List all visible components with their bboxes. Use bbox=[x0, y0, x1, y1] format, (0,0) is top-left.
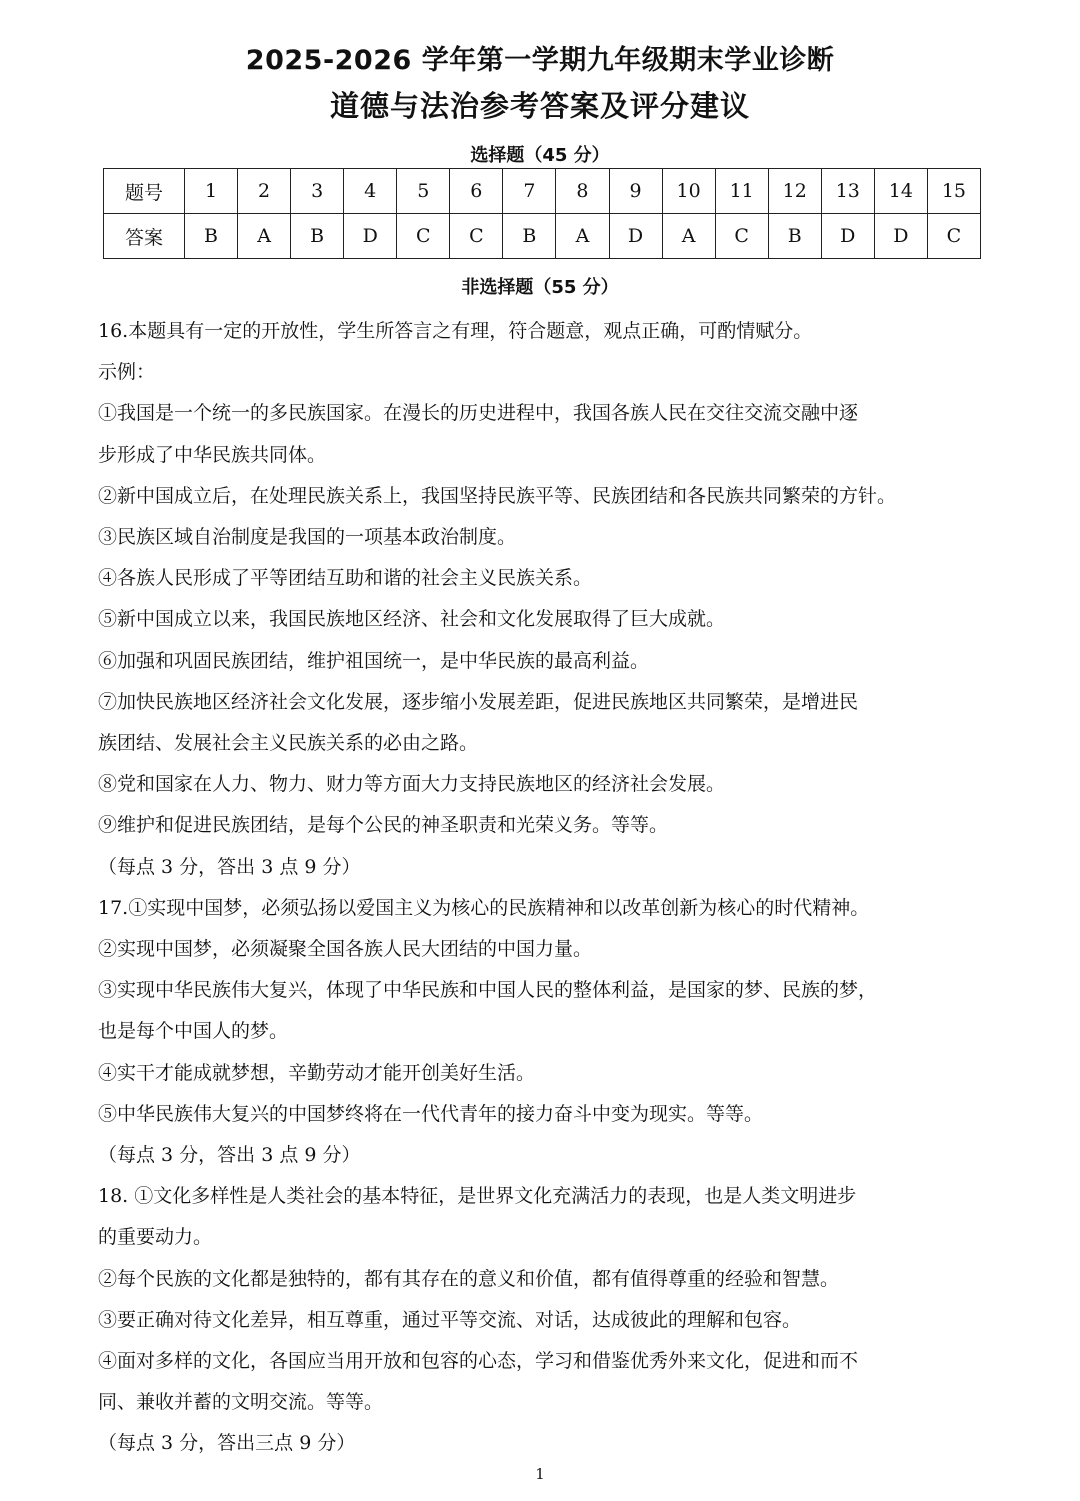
question-number-cell: 9 bbox=[609, 169, 662, 214]
text-line: 也是每个中国人的梦。 bbox=[98, 1020, 289, 1043]
question-number-cell: 15 bbox=[927, 169, 980, 214]
text-line: ④面对多样的文化，各国应当用开放和包容的心态，学习和借鉴优秀外来文化，促进和而不 bbox=[98, 1350, 859, 1373]
answer-cell: C bbox=[927, 214, 980, 259]
answer-cell: A bbox=[556, 214, 609, 259]
text-line: ⑨维护和促进民族团结，是每个公民的神圣职责和光荣义务。等等。 bbox=[98, 814, 669, 837]
text-line: （每点 3 分，答出三点 9 分） bbox=[98, 1432, 356, 1455]
text-line: ②新中国成立后，在处理民族关系上，我国坚持民族平等、民族团结和各民族共同繁荣的方针。 bbox=[98, 484, 897, 507]
answer-content bbox=[98, 311, 968, 1465]
answer-cell: D bbox=[874, 214, 927, 259]
answer-cell: A bbox=[662, 214, 715, 259]
text-line: 同、兼收并蓄的文明交流。等等。 bbox=[98, 1391, 384, 1414]
text-line: 16.本题具有一定的开放性，学生所答言之有理，符合题意，观点正确，可酌情赋分。 bbox=[98, 320, 813, 342]
question-number-cell: 8 bbox=[556, 169, 609, 214]
question-number-cell: 5 bbox=[397, 169, 450, 214]
table-header-cell: 答案 bbox=[104, 214, 185, 259]
answer-cell: C bbox=[450, 214, 503, 259]
text-line: ③要正确对待文化差异，相互尊重，通过平等交流、对话，达成彼此的理解和包容。 bbox=[98, 1308, 802, 1331]
question-number-cell: 14 bbox=[874, 169, 927, 214]
section-heading-multiple-choice: 选择题（45 分） bbox=[470, 145, 610, 166]
question-number-cell: 10 bbox=[662, 169, 715, 214]
question-number-row bbox=[104, 169, 981, 214]
answer-cell: B bbox=[768, 214, 821, 259]
question-number-cell: 4 bbox=[344, 169, 397, 214]
answer-cell: B bbox=[503, 214, 556, 259]
question-number-cell: 2 bbox=[238, 169, 291, 214]
answer-cell: B bbox=[291, 214, 344, 259]
document-title-line2: 道德与法治参考答案及评分建议 bbox=[329, 89, 750, 123]
answer-cell: C bbox=[715, 214, 768, 259]
answer-cell: D bbox=[821, 214, 874, 259]
text-line: 的重要动力。 bbox=[98, 1226, 213, 1249]
document-title-line1: 2025-2026 学年第一学期九年级期末学业诊断 bbox=[245, 45, 835, 76]
question-number-cell: 7 bbox=[503, 169, 556, 214]
text-line: 17.①实现中国梦，必须弘扬以爱国主义为核心的民族精神和以改革创新为核心的时代精神。 bbox=[98, 896, 870, 919]
section-heading-non-choice: 非选择题（55 分） bbox=[461, 277, 619, 298]
question-number-cell: 1 bbox=[185, 169, 238, 214]
text-line: ⑧党和国家在人力、物力、财力等方面大力支持民族地区的经济社会发展。 bbox=[98, 773, 726, 796]
text-line: ④实干才能成就梦想，辛勤劳动才能开创美好生活。 bbox=[98, 1061, 536, 1084]
text-line: 族团结、发展社会主义民族关系的必由之路。 bbox=[98, 732, 479, 755]
question-number-cell: 13 bbox=[821, 169, 874, 214]
answer-cell: B bbox=[185, 214, 238, 259]
text-line: ⑥加强和巩固民族团结，维护祖国统一，是中华民族的最高利益。 bbox=[98, 649, 650, 672]
question-number-cell: 11 bbox=[715, 169, 768, 214]
text-line: （每点 3 分，答出 3 点 9 分） bbox=[98, 1144, 361, 1167]
text-line: ②每个民族的文化都是独特的，都有其存在的意义和价值，都有值得尊重的经验和智慧。 bbox=[98, 1267, 840, 1290]
text-line: ⑦加快民族地区经济社会文化发展，逐步缩小发展差距，促进民族地区共同繁荣，是增进民 bbox=[98, 690, 859, 713]
question-number-cell: 3 bbox=[291, 169, 344, 214]
question-number-cell: 6 bbox=[450, 169, 503, 214]
text-line: （每点 3 分，答出 3 点 9 分） bbox=[98, 855, 361, 878]
text-line: 18. ①文化多样性是人类社会的基本特征，是世界文化充满活力的表现，也是人类文明进步 bbox=[98, 1185, 857, 1208]
answer-cell: D bbox=[609, 214, 662, 259]
answer-cell: C bbox=[397, 214, 450, 259]
answer-table bbox=[103, 168, 981, 259]
text-line: ①我国是一个统一的多民族国家。在漫长的历史进程中，我国各族人民在交往交流交融中逐 bbox=[98, 402, 859, 425]
text-line: 步形成了中华民族共同体。 bbox=[98, 443, 327, 466]
answer-cell: A bbox=[238, 214, 291, 259]
table-header-cell: 题号 bbox=[104, 169, 185, 214]
page-number: 1 bbox=[535, 1465, 545, 1483]
text-line: ③实现中华民族伟大复兴，体现了中华民族和中国人民的整体利益，是国家的梦、民族的梦， bbox=[98, 979, 878, 1002]
answer-cell: D bbox=[344, 214, 397, 259]
text-line: ③民族区域自治制度是我国的一项基本政治制度。 bbox=[98, 526, 517, 549]
question-number-cell: 12 bbox=[768, 169, 821, 214]
text-line: ②实现中国梦，必须凝聚全国各族人民大团结的中国力量。 bbox=[98, 938, 593, 961]
answer-row bbox=[104, 214, 981, 259]
text-line: ④各族人民形成了平等团结互助和谐的社会主义民族关系。 bbox=[98, 567, 593, 590]
text-line: ⑤中华民族伟大复兴的中国梦终将在一代代青年的接力奋斗中变为现实。等等。 bbox=[98, 1102, 764, 1125]
text-line: 示例： bbox=[98, 361, 156, 384]
text-line: ⑤新中国成立以来，我国民族地区经济、社会和文化发展取得了巨大成就。 bbox=[98, 608, 726, 631]
